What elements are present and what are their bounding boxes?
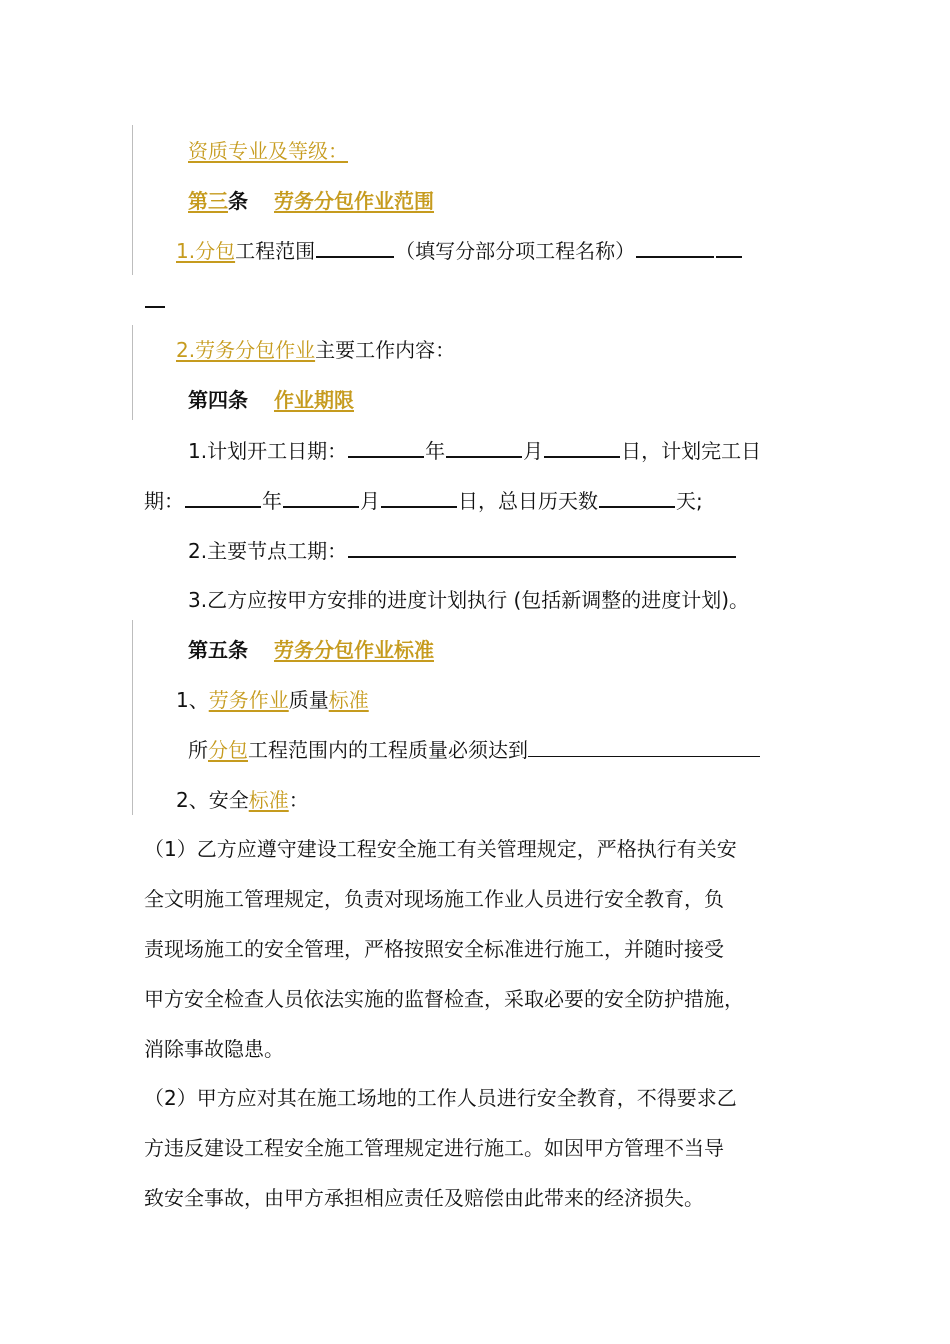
paragraph-1-line: 全文明施工管理规定，负责对现场施工作业人员进行安全教育，负 <box>144 887 724 911</box>
quality-req-text: 工程范围内的工程质量必须达到 <box>248 738 528 762</box>
article-3-suffix: 条 <box>228 189 248 213</box>
blank-field[interactable] <box>381 486 457 508</box>
article-3-prefix: 第三 <box>188 189 228 213</box>
quality-number: 1、 <box>176 688 209 712</box>
milestone-label: 2.主要节点工期： <box>188 539 348 563</box>
change-bar <box>132 125 133 275</box>
blank-field[interactable] <box>599 486 675 508</box>
quality-req-revised: 分包 <box>208 738 248 762</box>
year-label: 年 <box>262 489 282 513</box>
change-bar <box>132 325 133 420</box>
date-label-cont: 期： <box>144 489 184 513</box>
quality-requirement-line <box>188 736 760 764</box>
blank-field[interactable] <box>316 236 394 258</box>
blank-field[interactable] <box>348 436 424 458</box>
safety-standard-heading <box>176 786 309 814</box>
blank-field[interactable] <box>446 436 522 458</box>
paragraph-2-line: 致安全事故，由甲方承担相应责任及赔偿由此带来的经济损失。 <box>144 1186 704 1210</box>
article-5-title: 劳务分包作业标准 <box>274 638 434 662</box>
paragraph-1-line: 甲方安全检查人员依法实施的监督检查，采取必要的安全防护措施， <box>144 987 744 1011</box>
scope-hint: （填写分部分项工程名称） <box>395 239 636 263</box>
blank-field[interactable] <box>348 536 736 558</box>
blank-field[interactable] <box>528 736 760 757</box>
blank-field[interactable] <box>145 286 165 308</box>
quality-revised-2: 标准 <box>328 688 369 712</box>
paragraph-1-line: （1）乙方应遵守建设工程安全施工有关管理规定，严格执行有关安 <box>144 837 737 861</box>
paragraph-1-line: 责现场施工的安全管理，严格按照安全标准进行施工，并随时接受 <box>144 937 724 961</box>
article-3-heading <box>188 187 434 215</box>
work-content-label-revised: 2.劳务分包作业 <box>176 338 316 362</box>
article-4-prefix: 第四条 <box>188 388 248 412</box>
schedule-text: 3.乙方应按甲方安排的进度计划执行 (包括新调整的进度计划)。 <box>188 588 750 612</box>
qualification-line <box>188 137 348 165</box>
paragraph-1-line: 消除事故隐患。 <box>144 1037 284 1061</box>
article-3-title: 劳务分包作业范围 <box>274 189 434 213</box>
change-bar <box>132 620 133 815</box>
article-4-title: 作业期限 <box>274 388 354 412</box>
blank-field[interactable] <box>185 486 261 508</box>
scope-label-revised: 1.分包 <box>176 239 236 263</box>
article-4-heading <box>188 386 354 414</box>
quality-standard-heading <box>176 686 369 714</box>
work-content-line <box>176 336 455 364</box>
blank-field[interactable] <box>544 436 620 458</box>
work-content-label: 主要工作内容： <box>315 338 456 362</box>
blank-field[interactable] <box>636 236 714 258</box>
month-label: 月 <box>523 439 544 463</box>
end-date-label: 日，计划完工日 <box>621 439 762 463</box>
scope-label: 工程范围 <box>235 239 316 263</box>
scope-line-wrap <box>144 286 166 315</box>
scope-line <box>176 236 743 265</box>
quality-req-prefix: 所 <box>188 738 208 762</box>
paragraph-2-line: （2）甲方应对其在施工场地的工作人员进行安全教育，不得要求乙 <box>144 1086 737 1110</box>
start-date-label: 1.计划开工日期： <box>188 439 348 463</box>
total-days-label: 日，总日历天数 <box>458 489 598 513</box>
safety-label: 2、安全 <box>176 788 249 812</box>
milestone-line <box>188 536 737 565</box>
paragraph-2-line: 方违反建设工程安全施工管理规定进行施工。如因甲方管理不当导 <box>144 1136 724 1160</box>
qualification-text: 资质专业及等级： <box>188 139 348 163</box>
article-5-heading <box>188 636 434 664</box>
month-label: 月 <box>360 489 380 513</box>
schedule-line <box>188 586 749 614</box>
safety-colon: ： <box>288 788 309 812</box>
quality-revised-1: 劳务作业 <box>208 688 289 712</box>
blank-field[interactable] <box>716 236 742 258</box>
blank-field[interactable] <box>283 486 359 508</box>
article-5-prefix: 第五条 <box>188 638 248 662</box>
year-label: 年 <box>425 439 446 463</box>
days-unit: 天; <box>676 489 703 513</box>
safety-revised: 标准 <box>248 788 289 812</box>
dates-line-1 <box>188 436 761 465</box>
dates-line-2 <box>144 486 703 515</box>
quality-label: 质量 <box>288 688 329 712</box>
